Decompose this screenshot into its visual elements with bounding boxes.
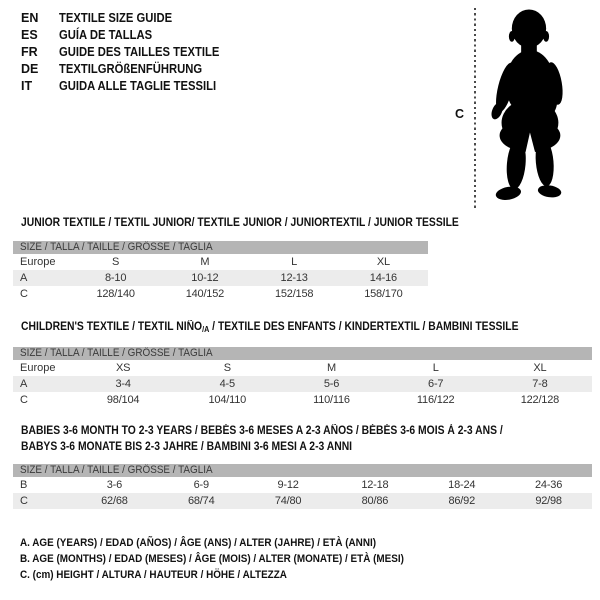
height-cell: 98/104: [106, 394, 140, 406]
children-table-title: CHILDREN'S TEXTILE / TEXTIL $NIÑO_{/A}$ / TEXTILE DES ENFANTS / KINDERTEXTIL / BAMBINI TESSILE: [21, 321, 519, 334]
height-cell: 122/128: [520, 394, 560, 406]
age-cell: 6-7: [428, 378, 444, 390]
height-cell: 104/110: [208, 394, 247, 406]
junior-table-title: JUNIOR TEXTILE / TEXTIL JUNIOR/ TEXTILE JUNIOR / JUNIORTEXTIL / JUNIOR TESSILE: [21, 217, 459, 229]
table-row: [13, 254, 428, 270]
table-row: [13, 392, 592, 408]
age-cell: 4-5: [219, 378, 235, 390]
size-cell: XS: [115, 362, 131, 374]
height-label: C: [455, 107, 465, 121]
row-label: C: [20, 394, 28, 406]
row-label: Europe: [20, 362, 56, 374]
language-code: IT: [21, 78, 33, 93]
row-label: B: [20, 479, 28, 491]
height-cell: 62/68: [101, 495, 128, 507]
age-cell: 10-12: [191, 272, 219, 284]
language-code: FR: [21, 44, 38, 59]
age-cell: 12-13: [280, 272, 308, 284]
age-cell: 9-12: [277, 479, 299, 491]
age-cell: 5-6: [323, 378, 340, 390]
height-cell: 68/74: [187, 495, 215, 507]
legend-height-cm: C. (cm) HEIGHT / ALTURA / HAUTEUR / HÖHE / ALTEZZA: [20, 569, 287, 582]
language-code: EN: [21, 10, 39, 25]
age-cell: 3-6: [106, 479, 123, 491]
size-cell: XL: [533, 362, 547, 374]
baby-silhouette-icon: [479, 7, 577, 208]
language-code: ES: [21, 27, 38, 42]
age-cell: 14-16: [369, 272, 397, 284]
age-cell: 12-18: [361, 479, 389, 491]
table-row: [13, 270, 428, 286]
age-cell: 24-36: [535, 479, 563, 491]
table-row: [13, 376, 592, 392]
size-cell: M: [200, 256, 210, 268]
height-cell: 158/170: [364, 288, 403, 300]
language-header: [21, 9, 237, 94]
age-cell: 3-4: [115, 378, 131, 390]
junior-size-table: [13, 241, 428, 302]
babies-table-title-line1: BABIES 3-6 MONTH TO 2-3 YEARS / BEBÉS 3-6 MESES A 2-3 AÑOS / BÉBÉS 3-6 MOIS À 2-3 ANS /: [21, 425, 503, 437]
size-header-bar: SIZE / TALLA / TAILLE / GRÖSSE / TAGLIA: [13, 464, 592, 477]
babies-size-table: [13, 464, 592, 509]
height-cell: 116/122: [416, 394, 455, 406]
height-cell: 110/116: [313, 394, 350, 406]
size-cell: M: [327, 362, 336, 374]
language-row: [21, 60, 237, 77]
age-cell: 8-10: [105, 272, 127, 284]
height-cell: 152/158: [274, 288, 314, 300]
language-row: [21, 43, 237, 60]
size-header-bar: SIZE / TALLA / TAILLE / GRÖSSE / TAGLIA: [13, 241, 428, 254]
height-cell: 92/98: [535, 495, 562, 507]
height-cell: 128/140: [96, 288, 135, 300]
height-cell: 80/86: [361, 495, 389, 507]
babies-table-title-line2: BABYS 3-6 MONATE BIS 2-3 JAHRE / BAMBINI 3-6 MESI A 2-3 ANNI: [21, 441, 353, 453]
size-cell: S: [112, 256, 120, 268]
language-label: GUIDA ALLE TAGLIE TESSILI: [59, 78, 217, 93]
table-row: [13, 360, 592, 376]
language-code: DE: [21, 61, 39, 76]
row-label: A: [20, 378, 28, 390]
language-label: GUIDE DES TAILLES TEXTILE: [59, 44, 220, 59]
table-row: [13, 477, 592, 493]
language-row: [21, 9, 237, 26]
children-size-table: [13, 347, 592, 408]
legend-age-months: B. AGE (MONTHS) / EDAD (MESES) / ÂGE (MOIS) / ALTER (MONATE) / ETÀ (MESI): [20, 553, 404, 566]
language-row: [21, 26, 237, 43]
row-label: C: [20, 288, 28, 300]
table-row: [13, 286, 428, 302]
language-row: [21, 77, 237, 94]
size-cell: XL: [376, 256, 390, 268]
row-label: A: [20, 272, 28, 284]
size-header-bar: SIZE / TALLA / TAILLE / GRÖSSE / TAGLIA: [13, 347, 592, 360]
legend-age-years: A. AGE (YEARS) / EDAD (AÑOS) / ÂGE (ANS) / ALTER (JAHRE) / ETÀ (ANNI): [20, 537, 377, 549]
row-label: C: [20, 495, 28, 507]
height-cell: 74/80: [274, 495, 302, 507]
age-cell: 18-24: [448, 479, 476, 491]
table-row: [13, 493, 592, 509]
language-label: TEXTILGRÖßENFÜHRUNG: [59, 61, 203, 76]
size-cell: L: [291, 256, 298, 268]
language-label: GUÍA DE TALLAS: [59, 27, 153, 42]
height-cell: 140/152: [185, 288, 225, 300]
height-measure-line: [474, 8, 476, 209]
age-cell: 7-8: [532, 378, 548, 390]
language-label: TEXTILE SIZE GUIDE: [59, 10, 173, 25]
height-cell: 86/92: [448, 495, 475, 507]
legend: [20, 535, 447, 584]
age-cell: 6-9: [193, 479, 209, 491]
size-cell: S: [223, 362, 231, 374]
row-label: Europe: [20, 256, 56, 268]
size-cell: L: [432, 362, 439, 374]
